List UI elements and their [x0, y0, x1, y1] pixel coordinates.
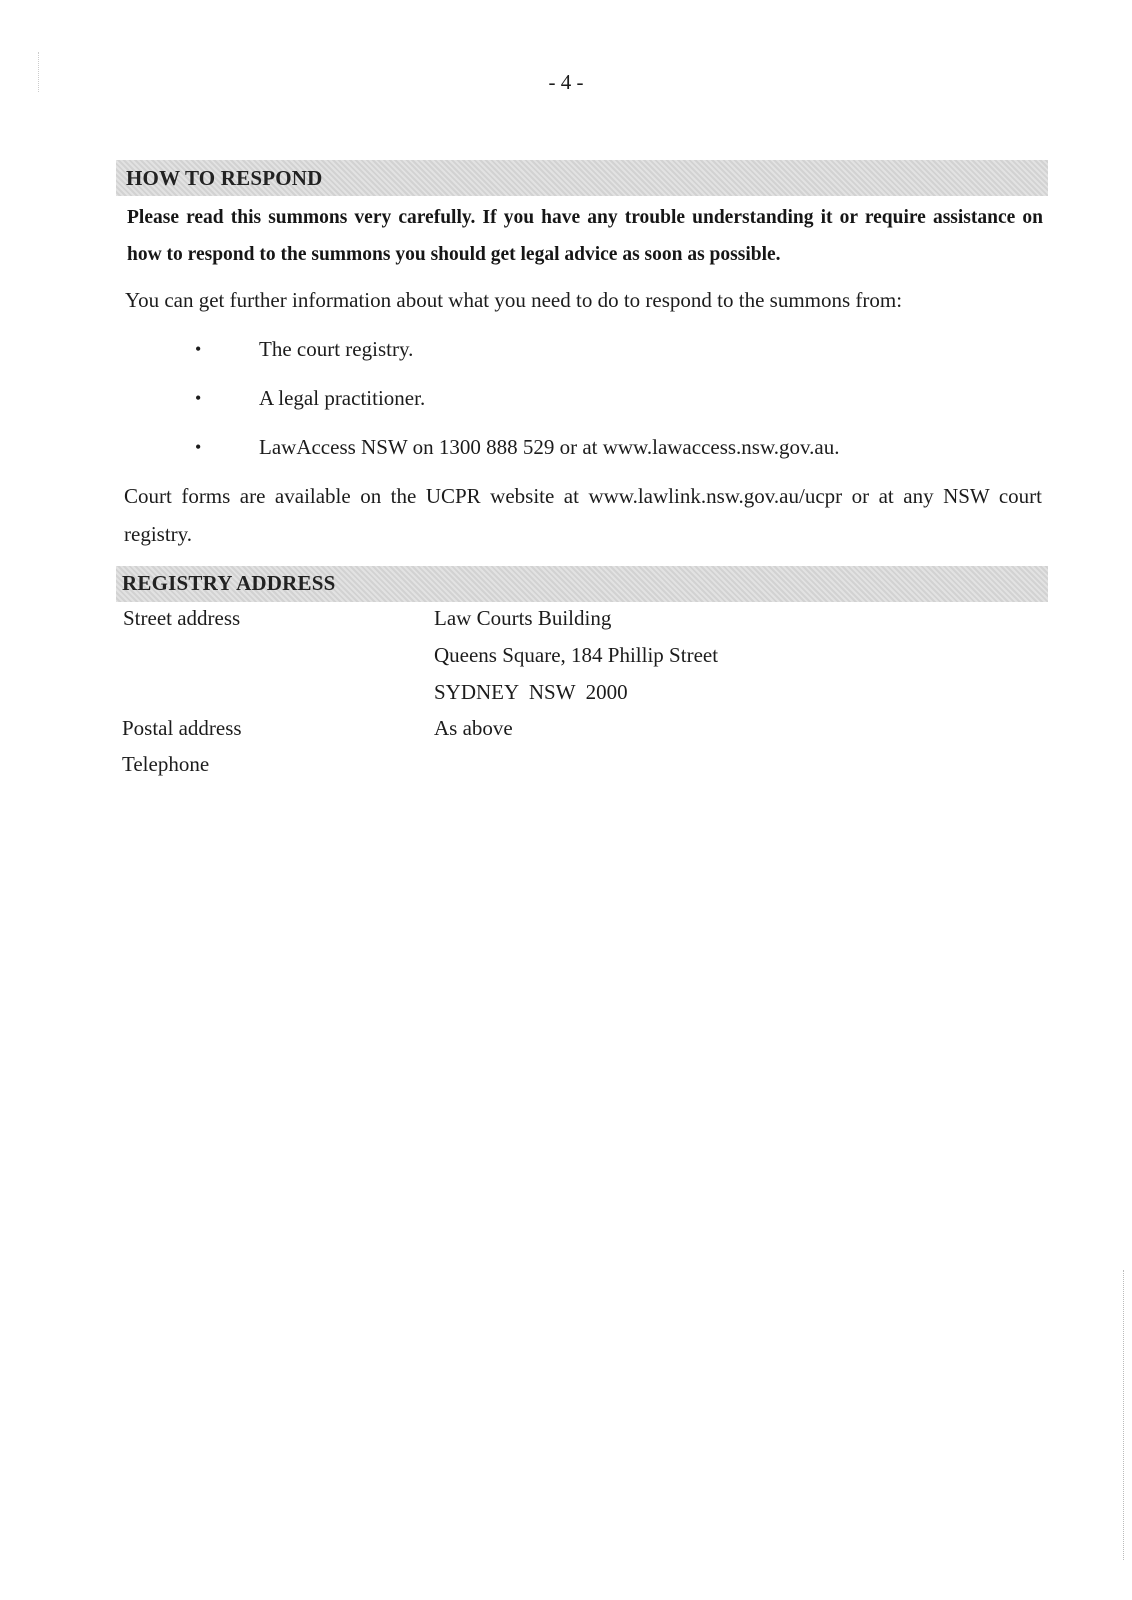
how-to-respond-header-bar: [116, 160, 1048, 196]
list-item-text: A legal practitioner.: [259, 386, 426, 410]
bullet-marker: •: [195, 339, 202, 359]
street-address-label: Street address: [123, 606, 241, 630]
bullet-marker: •: [195, 437, 202, 457]
legal-advice-notice: Please read this summons very carefully. If you have any trouble understanding it or require assistance on how to respond to the summons you should get legal advice as soon as possible.: [127, 207, 1043, 265]
street-address-line-1: Law Courts Building: [434, 606, 612, 630]
registry-address-header-bar: [116, 566, 1048, 602]
postal-address-label: Postal address: [122, 716, 242, 740]
court-forms-paragraph: Court forms are available on the UCPR website at www.lawlink.nsw.gov.au/ucpr or at any NSW court registry.: [124, 484, 1042, 546]
list-item-text: The court registry.: [259, 337, 414, 361]
postal-address-value: As above: [434, 716, 513, 740]
how-to-respond-heading: HOW TO RESPOND: [126, 166, 323, 190]
bullet-marker: •: [195, 388, 202, 408]
registry-address-heading: REGISTRY ADDRESS: [122, 571, 336, 595]
street-address-line-3: SYDNEY NSW 2000: [434, 680, 628, 704]
list-item-text: LawAccess NSW on 1300 888 529 or at www.lawaccess.nsw.gov.au.: [259, 435, 840, 459]
telephone-label: Telephone: [122, 752, 210, 776]
page-number: - 4 -: [548, 70, 584, 94]
scan-edge-artifact: [1122, 1270, 1124, 1560]
further-information-intro: You can get further information about what you need to do to respond to the summons from:: [125, 288, 903, 312]
street-address-line-2: Queens Square, 184 Phillip Street: [434, 643, 719, 667]
